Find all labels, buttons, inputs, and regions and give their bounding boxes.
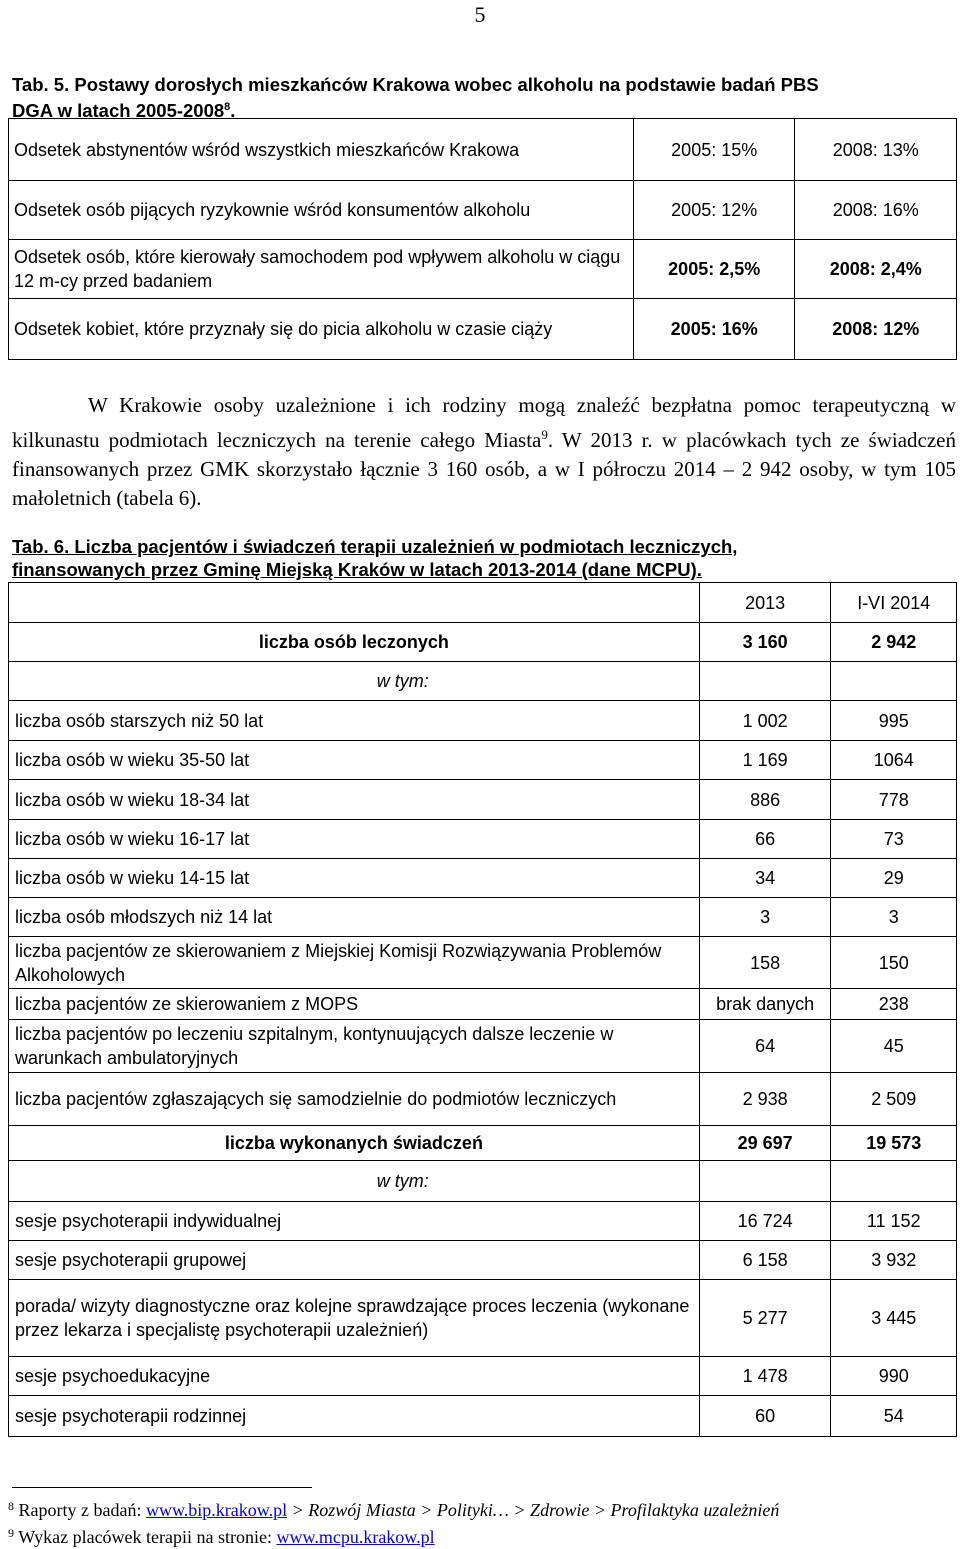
footnote-ref-9[interactable]: 9	[541, 427, 548, 442]
table-6-caption-line2: finansowanych przez Gminę Miejską Kraków w latach 2013-2014 (dane MCPU).	[12, 559, 702, 580]
table-row	[9, 701, 957, 741]
value-2005: 2005: 12%	[633, 181, 795, 240]
row-label: liczba pacjentów ze skierowaniem z Miejskiej Komisji Rozwiązywania Problemów Alkoholowych	[9, 937, 700, 989]
table-row	[9, 1073, 957, 1126]
w-tym-row	[9, 1161, 957, 1202]
value-2013: 66	[699, 820, 831, 859]
value-2014: 1064	[831, 741, 957, 780]
value-2014: 990	[831, 1357, 957, 1396]
w-tym-label: w tym:	[9, 1161, 700, 1202]
paragraph-text-2: . W 2013 r. w placówkach tych ze świadczeń finansowanych przez GMK skorzystało łącznie 3 160 osób, a w I półroczu 2014 – 2 942 osoby, w tym 105 małoletnich (tabela 6).	[12, 428, 956, 510]
footnote-number: 8	[8, 1499, 14, 1513]
table-6-caption-line1: Tab. 6. Liczba pacjentów i świadczeń terapii uzależnień w podmiotach leczniczych,	[12, 536, 738, 557]
value-2008: 2008: 12%	[795, 299, 957, 360]
value-2013: 1 169	[699, 741, 831, 780]
row-label: Odsetek kobiet, które przyznały się do picia alkoholu w czasie ciąży	[9, 299, 634, 360]
value-2014: 54	[831, 1396, 957, 1437]
value-2013: 1 002	[699, 701, 831, 741]
row-label: Odsetek osób pijących ryzykownie wśród konsumentów alkoholu	[9, 181, 634, 240]
value-2008: 2008: 2,4%	[795, 240, 957, 299]
mcpu-krakow-link[interactable]: www.mcpu.krakow.pl	[276, 1527, 435, 1547]
footnote-text: Wykaz placówek terapii na stronie:	[18, 1527, 277, 1547]
w-tym-label: w tym:	[9, 662, 700, 701]
value-2013: 158	[699, 937, 831, 989]
footnote-separator	[12, 1487, 312, 1488]
row-label: sesje psychoterapii rodzinnej	[9, 1396, 700, 1437]
table-row	[9, 1357, 957, 1396]
paragraph-text-1: W Krakowie osoby uzależnione i ich rodziny mogą znaleźć bezpłatna pomoc terapeutyczną w kilkunastu podmiotach leczniczych na terenie całego Miasta	[12, 393, 956, 452]
row-label: liczba osób w wieku 35-50 lat	[9, 741, 700, 780]
row-label: sesje psychoterapii indywidualnej	[9, 1202, 700, 1241]
value-2014: 73	[831, 820, 957, 859]
row-label: liczba osób starszych niż 50 lat	[9, 701, 700, 741]
value-2013: 6 158	[699, 1241, 831, 1280]
footnote-number: 9	[8, 1526, 14, 1540]
row-label: Odsetek osób, które kierowały samochodem pod wpływem alkoholu w ciągu 12 m-cy przed badaniem	[9, 240, 634, 299]
header-row	[9, 583, 957, 623]
value-2005: 2005: 16%	[633, 299, 795, 360]
value-2014: 150	[831, 937, 957, 989]
value-2013: brak danych	[699, 989, 831, 1020]
table-5-caption-line2: DGA w latach 2005-2008	[12, 100, 225, 122]
value-2013: 886	[699, 780, 831, 820]
column-header-2014: I-VI 2014	[831, 583, 957, 623]
value-2014: 3 445	[831, 1280, 957, 1357]
value-2013: 1 478	[699, 1357, 831, 1396]
value-2013: 60	[699, 1396, 831, 1437]
table-row	[9, 1202, 957, 1241]
row-label: liczba pacjentów ze skierowaniem z MOPS	[9, 989, 700, 1020]
footnote-text: Raporty z badań:	[18, 1500, 146, 1520]
table-row	[9, 859, 957, 898]
table-5	[8, 118, 957, 360]
table-row	[9, 240, 957, 299]
body-paragraph	[12, 391, 956, 513]
row-label: porada/ wizyty diagnostyczne oraz kolejne sprawdzające proces leczenia (wykonane przez lekarza i specjalistę psychoterapii uzależnień)	[9, 1280, 700, 1357]
row-label: liczba osób w wieku 18-34 lat	[9, 780, 700, 820]
row-label: liczba pacjentów zgłaszających się samodzielnie do podmiotów leczniczych	[9, 1073, 700, 1126]
table-row	[9, 299, 957, 360]
value-2014: 2 942	[831, 623, 957, 662]
row-label: liczba pacjentów po leczeniu szpitalnym, kontynuujących dalsze leczenie w warunkach ambulatoryjnych	[9, 1020, 700, 1073]
page-number: 5	[474, 2, 486, 27]
table-row	[9, 1241, 957, 1280]
value-2013: 29 697	[699, 1126, 831, 1161]
table-row	[9, 119, 957, 181]
row-label: liczba osób młodszych niż 14 lat	[9, 898, 700, 937]
table-6-caption	[12, 535, 942, 581]
row-label: liczba wykonanych świadczeń	[9, 1126, 700, 1161]
value-2014: 2 509	[831, 1073, 957, 1126]
table-row	[9, 1020, 957, 1073]
value-2005: 2005: 2,5%	[633, 240, 795, 299]
table-row	[9, 898, 957, 937]
footnote-8	[8, 1495, 958, 1522]
value-2014: 3 932	[831, 1241, 957, 1280]
footnote-9	[8, 1522, 958, 1549]
value-2014: 238	[831, 989, 957, 1020]
value-2014: 11 152	[831, 1202, 957, 1241]
row-label: Odsetek abstynentów wśród wszystkich mieszkańców Krakowa	[9, 119, 634, 181]
value-2013: 2 938	[699, 1073, 831, 1126]
w-tym-row	[9, 662, 957, 701]
row-label: sesje psychoedukacyjne	[9, 1357, 700, 1396]
table-row	[9, 937, 957, 989]
value-2005: 2005: 15%	[633, 119, 795, 181]
footnote-ref-8[interactable]: 8	[224, 101, 231, 113]
row-label: sesje psychoterapii grupowej	[9, 1241, 700, 1280]
table-row	[9, 1396, 957, 1437]
table-row	[9, 1280, 957, 1357]
column-header-2013: 2013	[699, 583, 831, 623]
table-6	[8, 582, 957, 1437]
value-2013: 3	[699, 898, 831, 937]
table-row	[9, 989, 957, 1020]
value-2013: 3 160	[699, 623, 831, 662]
patients-total-row	[9, 623, 957, 662]
value-2014: 995	[831, 701, 957, 741]
value-2014: 29	[831, 859, 957, 898]
value-2014: 19 573	[831, 1126, 957, 1161]
value-2008: 2008: 16%	[795, 181, 957, 240]
row-label: liczba osób w wieku 16-17 lat	[9, 820, 700, 859]
footnote-path: > Rozwój Miasta > Polityki… > Zdrowie > Profilaktyka uzależnień	[287, 1500, 780, 1520]
table-row	[9, 820, 957, 859]
value-2013: 5 277	[699, 1280, 831, 1357]
table-row	[9, 181, 957, 240]
row-label: liczba osób leczonych	[9, 623, 700, 662]
services-total-row	[9, 1126, 957, 1161]
value-2014: 45	[831, 1020, 957, 1073]
value-2014: 3	[831, 898, 957, 937]
header-blank	[9, 583, 700, 623]
table-5-caption: Tab. 5. Postawy dorosłych mieszkańców Krakowa wobec alkoholu na podstawie badań PBS DGA w latach 2005-2008$^8$.	[12, 74, 819, 122]
value-2013: 34	[699, 859, 831, 898]
bip-krakow-link[interactable]: www.bip.krakow.pl	[145, 1500, 288, 1520]
row-label: liczba osób w wieku 14-15 lat	[9, 859, 700, 898]
footnotes	[8, 1495, 958, 1549]
table-row	[9, 741, 957, 780]
value-2008: 2008: 13%	[795, 119, 957, 181]
value-2013: 64	[699, 1020, 831, 1073]
value-2013: 16 724	[699, 1202, 831, 1241]
table-5-caption-line1: Tab. 5. Postawy dorosłych mieszkańców Krakowa wobec alkoholu na podstawie badań PBS	[12, 74, 819, 95]
table-row	[9, 780, 957, 820]
value-2014: 778	[831, 780, 957, 820]
